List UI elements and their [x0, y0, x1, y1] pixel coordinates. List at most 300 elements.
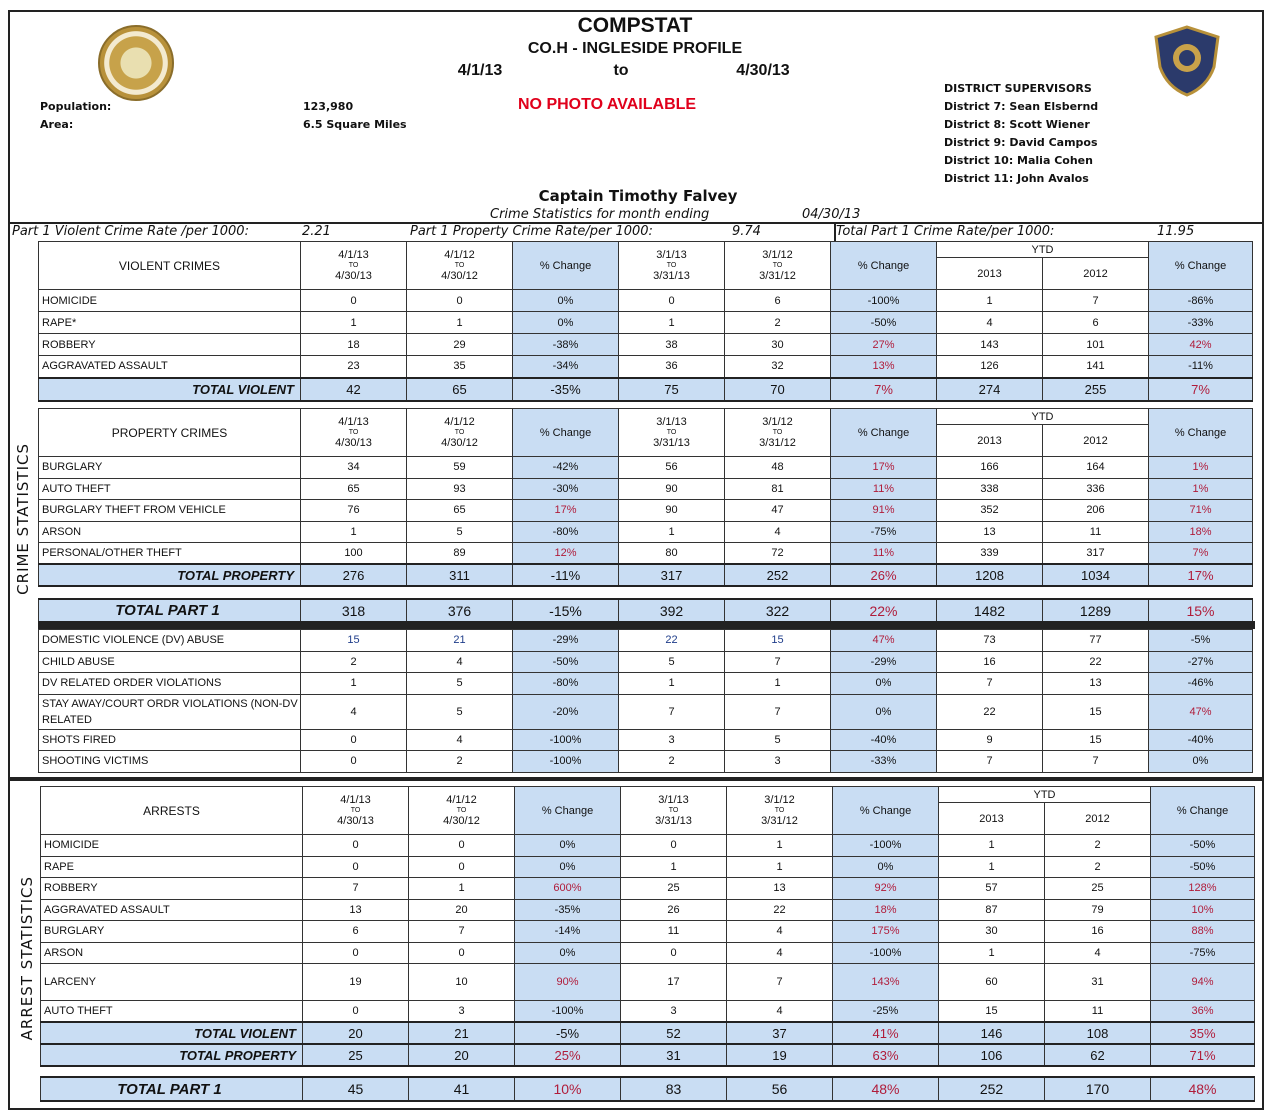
row-label: RAPE — [41, 856, 303, 878]
row-label: AGGRAVATED ASSAULT — [41, 899, 303, 921]
row-label: TOTAL PART 1 — [41, 1077, 303, 1101]
value-cell: 126 — [937, 356, 1043, 378]
value-cell: 106 — [939, 1044, 1045, 1066]
value-cell: 376 — [407, 599, 513, 622]
value-cell: 252 — [725, 564, 831, 586]
period-end: 4/30/13 — [335, 270, 372, 282]
value-cell: 1 — [619, 312, 725, 334]
row-label: PERSONAL/OTHER THEFT — [39, 543, 301, 565]
pct-change-cell: 15% — [1149, 599, 1253, 622]
pct-change-cell: -100% — [833, 942, 939, 964]
period-start: 4/1/13 — [338, 249, 369, 261]
period-start: 3/1/13 — [656, 249, 687, 261]
row-label: TOTAL VIOLENT — [41, 1022, 303, 1044]
period-end: 4/30/13 — [337, 815, 374, 827]
value-cell: 1034 — [1043, 564, 1149, 586]
pct-change-header: % Change — [833, 787, 939, 835]
value-cell: 2 — [1045, 835, 1151, 857]
pct-change-cell: -50% — [513, 651, 619, 673]
value-cell: 2 — [301, 651, 407, 673]
value-cell: 0 — [303, 835, 409, 857]
pct-change-cell: -20% — [513, 694, 619, 729]
period-start: 3/1/12 — [762, 416, 793, 428]
period-header — [621, 787, 727, 835]
pct-change-cell: -80% — [513, 673, 619, 695]
period-end: 3/31/12 — [759, 437, 796, 449]
property-rate-value: 9.74 — [732, 224, 761, 239]
row-label: HOMICIDE — [39, 290, 301, 312]
pct-change-cell: -11% — [1149, 356, 1253, 378]
pct-change-cell: 17% — [831, 457, 937, 479]
period-end: 3/31/13 — [653, 437, 690, 449]
value-cell: 89 — [407, 543, 513, 565]
value-cell: 87 — [939, 899, 1045, 921]
pct-change-cell: -25% — [833, 1001, 939, 1023]
value-cell: 79 — [1045, 899, 1151, 921]
pct-change-cell: 94% — [1151, 964, 1255, 1001]
value-cell: 60 — [939, 964, 1045, 1001]
value-cell: 15 — [1043, 694, 1149, 729]
value-cell: 0 — [303, 942, 409, 964]
value-cell: 1 — [937, 290, 1043, 312]
pct-change-cell: -5% — [515, 1022, 621, 1044]
pct-change-cell: -35% — [515, 899, 621, 921]
value-cell: 336 — [1043, 478, 1149, 500]
supervisor-11: District 11: John Avalos — [944, 172, 1089, 185]
value-cell: 15 — [301, 630, 407, 652]
value-cell: 1482 — [937, 599, 1043, 622]
period-start: 4/1/12 — [444, 249, 475, 261]
total-rate-label: Total Part 1 Crime Rate/per 1000: — [836, 224, 1055, 239]
supervisor-10: District 10: Malia Cohen — [944, 154, 1093, 167]
period-start: 3/1/12 — [762, 249, 793, 261]
table-row — [39, 651, 1253, 673]
period-to: TO — [774, 807, 785, 814]
pct-change-cell: 25% — [515, 1044, 621, 1066]
value-cell: 19 — [727, 1044, 833, 1066]
pct-change-header: % Change — [515, 787, 621, 835]
value-cell: 41 — [409, 1077, 515, 1101]
value-cell: 3 — [621, 1001, 727, 1023]
pct-change-cell: -100% — [515, 1001, 621, 1023]
value-cell: 7 — [303, 878, 409, 900]
captain-name: Captain Timothy Falvey — [538, 187, 738, 205]
period-header — [619, 242, 725, 290]
value-cell: 34 — [301, 457, 407, 479]
row-label: DV RELATED ORDER VIOLATIONS — [39, 673, 301, 695]
police-badge-icon — [1152, 25, 1222, 97]
value-cell: 4 — [725, 521, 831, 543]
value-cell: 0 — [301, 751, 407, 773]
row-label: TOTAL VIOLENT — [39, 378, 301, 401]
value-cell: 42 — [301, 378, 407, 401]
table-row — [41, 856, 1255, 878]
pct-change-cell: 0% — [831, 673, 937, 695]
value-cell: 17 — [621, 964, 727, 1001]
value-cell: 166 — [937, 457, 1043, 479]
value-cell: 146 — [939, 1022, 1045, 1044]
value-cell: 90 — [619, 500, 725, 522]
pct-change-cell: 48% — [833, 1077, 939, 1101]
value-cell: 16 — [937, 651, 1043, 673]
value-cell: 80 — [619, 543, 725, 565]
section-header: ARRESTS — [41, 787, 303, 835]
value-cell: 65 — [407, 500, 513, 522]
table-row — [41, 942, 1255, 964]
value-cell: 15 — [725, 630, 831, 652]
value-cell: 317 — [1043, 543, 1149, 565]
value-cell: 11 — [1045, 1001, 1151, 1023]
property-rate-label: Part 1 Property Crime Rate/per 1000: — [410, 224, 653, 239]
period-end: 3/31/12 — [759, 270, 796, 282]
value-cell: 2 — [619, 751, 725, 773]
pct-change-cell: 7% — [831, 378, 937, 401]
pct-change-cell: 0% — [831, 694, 937, 729]
table-row — [39, 312, 1253, 334]
value-cell: 5 — [407, 694, 513, 729]
value-cell: 21 — [407, 630, 513, 652]
pct-change-cell: -29% — [831, 651, 937, 673]
pct-change-cell: -86% — [1149, 290, 1253, 312]
row-label: ROBBERY — [39, 334, 301, 356]
period-header — [407, 409, 513, 457]
ytd-header: YTD — [937, 242, 1149, 258]
supervisors-title: DISTRICT SUPERVISORS — [944, 82, 1092, 95]
value-cell: 93 — [407, 478, 513, 500]
table-row — [39, 334, 1253, 356]
value-cell: 1 — [727, 835, 833, 857]
period-start: 4/1/13 — [338, 416, 369, 428]
month-ending-label: Crime Statistics for month ending — [490, 207, 710, 222]
value-cell: 23 — [301, 356, 407, 378]
value-cell: 1 — [939, 856, 1045, 878]
value-cell: 0 — [619, 290, 725, 312]
value-cell: 255 — [1043, 378, 1149, 401]
period-header — [407, 242, 513, 290]
pct-change-cell: -34% — [513, 356, 619, 378]
pct-change-header: % Change — [831, 409, 937, 457]
pct-change-cell: 0% — [1149, 751, 1253, 773]
period-start: 4/1/12 — [446, 794, 477, 806]
period-header — [727, 787, 833, 835]
value-cell: 108 — [1045, 1022, 1151, 1044]
pct-change-cell: -29% — [513, 630, 619, 652]
row-label: DOMESTIC VIOLENCE (DV) ABUSE — [39, 630, 301, 652]
value-cell: 0 — [621, 942, 727, 964]
table-row — [39, 457, 1253, 479]
value-cell: 20 — [409, 1044, 515, 1066]
pct-change-cell: 48% — [1151, 1077, 1255, 1101]
table-row — [41, 899, 1255, 921]
period-header — [301, 409, 407, 457]
violent-rate-label: Part 1 Violent Crime Rate /per 1000: — [12, 224, 249, 239]
value-cell: 48 — [725, 457, 831, 479]
pct-change-cell: 91% — [831, 500, 937, 522]
value-cell: 18 — [301, 334, 407, 356]
value-cell: 56 — [619, 457, 725, 479]
pct-change-cell: -46% — [1149, 673, 1253, 695]
value-cell: 30 — [939, 921, 1045, 943]
value-cell: 6 — [1043, 312, 1149, 334]
value-cell: 101 — [1043, 334, 1149, 356]
value-cell: 338 — [937, 478, 1043, 500]
value-cell: 392 — [619, 599, 725, 622]
period-end: 4/30/12 — [441, 270, 478, 282]
ytd-pct-change-header: % Change — [1149, 242, 1253, 290]
period-end: 3/31/13 — [655, 815, 692, 827]
value-cell: 5 — [407, 521, 513, 543]
value-cell: 5 — [619, 651, 725, 673]
value-cell: 59 — [407, 457, 513, 479]
value-cell: 31 — [1045, 964, 1151, 1001]
table-row — [39, 356, 1253, 378]
total-rate-value: 11.95 — [1157, 224, 1195, 239]
table-row — [39, 521, 1253, 543]
value-cell: 7 — [409, 921, 515, 943]
value-cell: 62 — [1045, 1044, 1151, 1066]
row-label: AGGRAVATED ASSAULT — [39, 356, 301, 378]
pct-change-cell: 22% — [831, 599, 937, 622]
value-cell: 45 — [303, 1077, 409, 1101]
value-cell: 170 — [1045, 1077, 1151, 1101]
value-cell: 352 — [937, 500, 1043, 522]
value-cell: 65 — [407, 378, 513, 401]
pct-change-cell: 13% — [831, 356, 937, 378]
value-cell: 7 — [727, 964, 833, 1001]
period-end: 4/30/12 — [441, 437, 478, 449]
value-cell: 0 — [409, 835, 515, 857]
value-cell: 2 — [1045, 856, 1151, 878]
value-cell: 26 — [621, 899, 727, 921]
value-cell: 1208 — [937, 564, 1043, 586]
table-row — [41, 964, 1255, 1001]
value-cell: 22 — [937, 694, 1043, 729]
pct-change-cell: -50% — [1151, 856, 1255, 878]
period-end: 3/31/13 — [653, 270, 690, 282]
period-header — [303, 787, 409, 835]
pct-change-cell: -75% — [831, 521, 937, 543]
value-cell: 22 — [619, 630, 725, 652]
row-label: STAY AWAY/COURT ORDR VIOLATIONS (NON-DV RELATED — [39, 694, 301, 729]
value-cell: 4 — [727, 942, 833, 964]
value-cell: 7 — [937, 751, 1043, 773]
table-row — [41, 878, 1255, 900]
pct-change-cell: -35% — [513, 378, 619, 401]
violent-rate-value: 2.21 — [302, 224, 331, 239]
date-to-word: to — [613, 62, 629, 79]
pct-change-cell: -33% — [831, 751, 937, 773]
pct-change-cell: 47% — [1149, 694, 1253, 729]
value-cell: 317 — [619, 564, 725, 586]
value-cell: 1289 — [1043, 599, 1149, 622]
value-cell: 252 — [939, 1077, 1045, 1101]
pct-change-cell: -100% — [831, 290, 937, 312]
value-cell: 141 — [1043, 356, 1149, 378]
pct-change-cell: -50% — [831, 312, 937, 334]
population-value: 123,980 — [303, 100, 354, 113]
ytd-header: YTD — [939, 787, 1151, 803]
value-cell: 13 — [727, 878, 833, 900]
pct-change-cell: 47% — [831, 630, 937, 652]
pct-change-cell: 0% — [513, 312, 619, 334]
pct-change-cell: 26% — [831, 564, 937, 586]
row-label: LARCENY — [41, 964, 303, 1001]
value-cell: 1 — [301, 521, 407, 543]
pct-change-cell: 11% — [831, 478, 937, 500]
period-to: TO — [454, 429, 465, 436]
value-cell: 5 — [407, 673, 513, 695]
ytd-year-current: 2013 — [937, 258, 1043, 290]
total-part1-row — [39, 599, 1253, 622]
value-cell: 3 — [619, 729, 725, 751]
pct-change-cell: 11% — [831, 543, 937, 565]
value-cell: 73 — [937, 630, 1043, 652]
pct-change-header: % Change — [513, 409, 619, 457]
value-cell: 19 — [303, 964, 409, 1001]
pct-change-cell: 35% — [1151, 1022, 1255, 1044]
ytd-year-current: 2013 — [937, 425, 1043, 457]
pct-change-cell: 10% — [1151, 899, 1255, 921]
value-cell: 25 — [1045, 878, 1151, 900]
value-cell: 57 — [939, 878, 1045, 900]
value-cell: 1 — [301, 312, 407, 334]
row-label: SHOOTING VICTIMS — [39, 751, 301, 773]
total-part1-table — [38, 598, 1253, 623]
period-start: 3/1/13 — [658, 794, 689, 806]
value-cell: 1 — [725, 673, 831, 695]
value-cell: 15 — [1043, 729, 1149, 751]
period-header — [725, 409, 831, 457]
period-to: TO — [456, 807, 467, 814]
pct-change-cell: -11% — [513, 564, 619, 586]
pct-change-cell: 600% — [515, 878, 621, 900]
period-start: 4/1/12 — [444, 416, 475, 428]
row-label: AUTO THEFT — [41, 1001, 303, 1023]
value-cell: 274 — [937, 378, 1043, 401]
pct-change-cell: -40% — [1149, 729, 1253, 751]
total-violent-row — [39, 378, 1253, 401]
period-to: TO — [772, 429, 783, 436]
table-row — [39, 543, 1253, 565]
pct-change-cell: -80% — [513, 521, 619, 543]
ytd-pct-change-header: % Change — [1151, 787, 1255, 835]
period-to: TO — [668, 807, 679, 814]
pct-change-cell: 41% — [833, 1022, 939, 1044]
value-cell: 4 — [937, 312, 1043, 334]
pct-change-cell: -33% — [1149, 312, 1253, 334]
value-cell: 7 — [725, 651, 831, 673]
value-cell: 13 — [303, 899, 409, 921]
pct-change-cell: 42% — [1149, 334, 1253, 356]
pct-change-cell: -38% — [513, 334, 619, 356]
arrests-total-violent-row — [41, 1022, 1255, 1044]
table-row — [39, 729, 1253, 751]
value-cell: 2 — [725, 312, 831, 334]
pct-change-cell: -75% — [1151, 942, 1255, 964]
pct-change-cell: -5% — [1149, 630, 1253, 652]
value-cell: 4 — [407, 651, 513, 673]
value-cell: 37 — [727, 1022, 833, 1044]
row-label: ARSON — [39, 521, 301, 543]
pct-change-cell: -14% — [515, 921, 621, 943]
value-cell: 1 — [619, 521, 725, 543]
value-cell: 65 — [301, 478, 407, 500]
value-cell: 0 — [621, 835, 727, 857]
period-header — [301, 242, 407, 290]
value-cell: 1 — [939, 942, 1045, 964]
value-cell: 164 — [1043, 457, 1149, 479]
supervisor-8: District 8: Scott Wiener — [944, 118, 1090, 131]
row-label: ROBBERY — [41, 878, 303, 900]
pct-change-cell: -27% — [1149, 651, 1253, 673]
value-cell: 13 — [1043, 673, 1149, 695]
pct-change-cell: -42% — [513, 457, 619, 479]
section-header: PROPERTY CRIMES — [39, 409, 301, 457]
row-label: CHILD ABUSE — [39, 651, 301, 673]
pct-change-cell: 17% — [513, 500, 619, 522]
property-crimes-table — [38, 408, 1253, 587]
value-cell: 32 — [725, 356, 831, 378]
value-cell: 56 — [727, 1077, 833, 1101]
section-header: VIOLENT CRIMES — [39, 242, 301, 290]
period-header — [409, 787, 515, 835]
ytd-year-prior: 2012 — [1043, 258, 1149, 290]
city-seal-icon — [98, 25, 174, 101]
pct-change-cell: 12% — [513, 543, 619, 565]
pct-change-cell: -100% — [513, 729, 619, 751]
value-cell: 339 — [937, 543, 1043, 565]
arrests-total-property-row — [41, 1044, 1255, 1066]
pct-change-header: % Change — [831, 242, 937, 290]
date-to: 4/30/13 — [736, 62, 790, 79]
period-end: 4/30/13 — [335, 437, 372, 449]
value-cell: 4 — [301, 694, 407, 729]
value-cell: 38 — [619, 334, 725, 356]
page-title: COMPSTAT — [577, 14, 693, 37]
value-cell: 143 — [937, 334, 1043, 356]
pct-change-cell: 71% — [1151, 1044, 1255, 1066]
row-label: TOTAL PROPERTY — [39, 564, 301, 586]
value-cell: 0 — [409, 856, 515, 878]
value-cell: 7 — [619, 694, 725, 729]
area-label: Area: — [40, 118, 74, 131]
value-cell: 1 — [619, 673, 725, 695]
value-cell: 1 — [621, 856, 727, 878]
value-cell: 0 — [301, 729, 407, 751]
table-row — [41, 835, 1255, 857]
area-value: 6.5 Square Miles — [303, 118, 407, 131]
supervisor-9: District 9: David Campos — [944, 136, 1098, 149]
row-label: BURGLARY — [39, 457, 301, 479]
value-cell: 16 — [1045, 921, 1151, 943]
pct-change-cell: 90% — [515, 964, 621, 1001]
value-cell: 4 — [1045, 942, 1151, 964]
period-to: TO — [350, 807, 361, 814]
ytd-year-prior: 2012 — [1043, 425, 1149, 457]
period-start: 3/1/13 — [656, 416, 687, 428]
value-cell: 22 — [727, 899, 833, 921]
value-cell: 76 — [301, 500, 407, 522]
total-property-row — [39, 564, 1253, 586]
value-cell: 7 — [937, 673, 1043, 695]
period-to: TO — [666, 429, 677, 436]
pct-change-cell: 92% — [833, 878, 939, 900]
pct-change-cell: 63% — [833, 1044, 939, 1066]
table-row — [39, 500, 1253, 522]
period-header — [725, 242, 831, 290]
table-row — [39, 751, 1253, 773]
value-cell: 11 — [1043, 521, 1149, 543]
